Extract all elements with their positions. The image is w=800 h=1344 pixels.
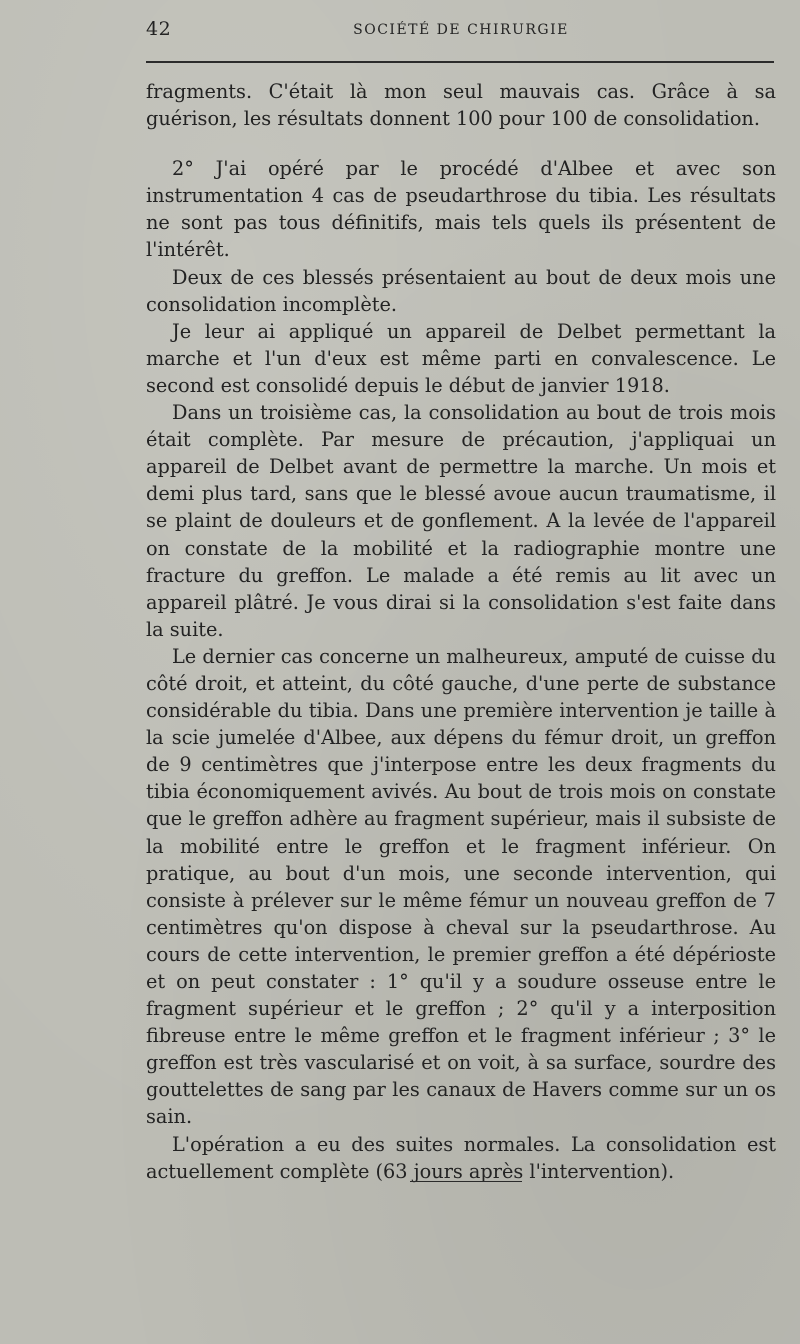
body-text [146,78,776,1185]
page-header [146,16,776,46]
page-number: 42 [146,18,172,40]
header-rule [146,61,774,63]
paragraph: Le dernier cas concerne un malheureux, amputé de cuisse du côté droit, et atteint, du côté gauche, d'une perte de substance considérable du tibia. Dans une première intervention je taille à la scie jumelée d'Albee, aux dépens du fémur droit, un greffon de 9 centimètres que j'interpose entre les deux fragments du tibia économiquement avivés. Au bout de trois mois on constate que le greffon adhère au fragment supérieur, mais il subsiste de la mobilité entre le greffon et le fragment inférieur. On pratique, au bout d'un mois, une seconde intervention, qui consiste à prélever sur le même fémur un nouveau greffon de 7 centimètres qu'on dispose à cheval sur la pseudarthrose. Au cours de cette intervention, le premier greffon a été dépérioste et on peut constater : 1° qu'il y a soudure osseuse entre le fragment supérieur et le greffon ; 2° qu'il y a interposition fibreuse entre le même greffon et le fragment inférieur ; 3° le greffon est très vascularisé et on voit, à sa surface, sourdre des gouttelettes de sang par les canaux de Havers comme sur un os sain. [146,644,776,1129]
paragraph: Dans un troisième cas, la consolidation au bout de trois mois était complète. Par mesure de précaution, j'appliquai un appareil de Delbet avant de permettre la marche. Un mois et demi plus tard, sans que le blessé avoue aucun traumatisme, il se plaint de douleurs et de gonflement. A la levée de l'appareil on constate de la mobilité et la radiographie montre une fracture du greffon. Le malade a été remis au lit avec un appareil plâtré. Je vous dirai si la consolidation s'est faite dans la suite. [146,401,776,641]
end-rule [410,1181,522,1182]
paragraph-continuation: fragments. C'était là mon seul mauvais cas. Grâce à sa guérison, les résultats donnent 100 pour 100 de consolidation. [146,80,776,131]
paragraph-albee-section: 2° J'ai opéré par le procédé d'Albee et avec son instrumentation 4 cas de pseudarthrose du tibia. Les résultats ne sont pas tous définitifs, mais tels quels ils présentent de l'intérêt. [146,157,776,262]
paragraph: L'opération a eu des suites normales. La consolidation est actuellement complète (63 jours après l'intervention). [146,1132,776,1183]
paragraph: Je leur ai appliqué un appareil de Delbet permettant la marche et l'un d'eux est même parti en convalescence. Le second est consolidé depuis le début de janvier 1918. [146,319,776,397]
paragraph: Deux de ces blessés présentaient au bout de deux mois une consolidation incomplète. [146,265,776,316]
running-title: SOCIÉTÉ DE CHIRURGIE [353,22,569,38]
